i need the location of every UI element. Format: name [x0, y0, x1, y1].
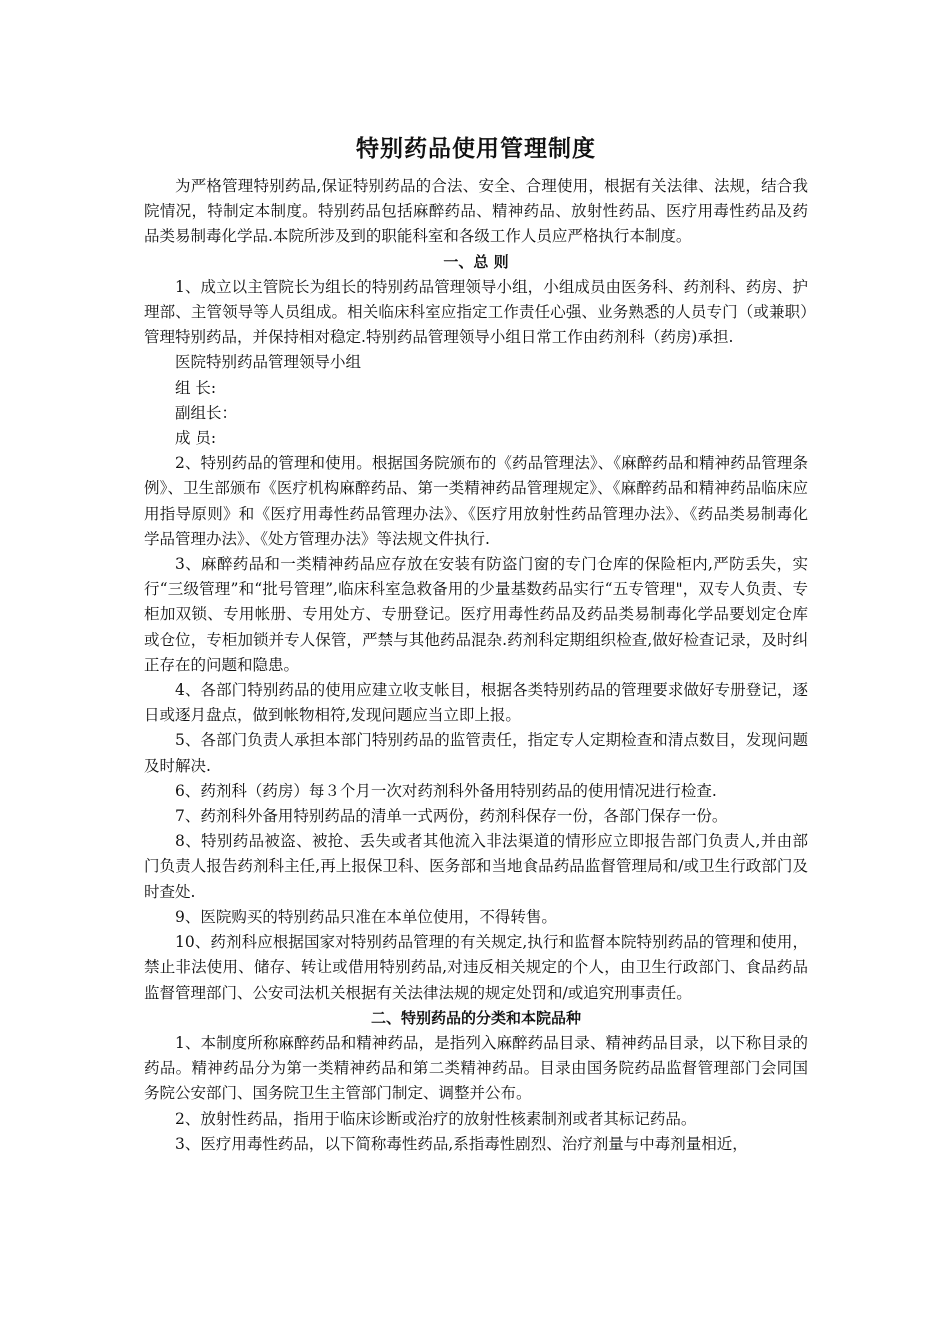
section1-paragraph-9: 9、医院购买的特别药品只准在本单位使用，不得转售。: [175, 907, 557, 926]
group-members: 成 员:: [175, 429, 217, 448]
section2-paragraph-2: 2、放射性药品，指用于临床诊断或治疗的放射性核素制剂或者其标记药品。: [175, 1109, 697, 1128]
group-title: 医院特别药品管理领导小组: [175, 353, 362, 372]
section1-paragraph-5: 5、各部门负责人承担本部门特别药品的监管责任，指定专人定期检查和清点数目，发现问题及时解决.: [144, 731, 808, 775]
section2-heading: 二、特别药品的分类和本院品种: [370, 1008, 581, 1027]
section1-paragraph-4: 4、各部门特别药品的使用应建立收支帐目，根据各类特别药品的管理要求做好专册登记，逐日或逐月盘点，做到帐物相符,发现问题应当立即上报。: [144, 681, 808, 725]
section1-paragraph-2: 2、特别药品的管理和使用。根据国务院颁布的《药品管理法》、《麻醉药品和精神药品管理条例》、卫生部颁布《医疗机构麻醉药品、第一类精神药品管理规定》、《麻醉药品和精神药品临床应用指导原则》和《医疗用毒性药品管理办法》、《医疗用放射性药品管理办法》、《药品类易制毒化学品管理办法》、《处方管理办法》等法规文件执行.: [144, 454, 808, 548]
document-title: 特别药品使用管理制度: [356, 136, 596, 162]
section1-paragraph-7: 7、药剂科外备用特别药品的清单一式两份，药剂科保存一份，各部门保存一份。: [175, 807, 728, 826]
document-body: [144, 126, 808, 1157]
section2-paragraph-3: 3、医疗用毒性药品，以下简称毒性药品,系指毒性剧烈、治疗剂量与中毒剂量相近，: [175, 1134, 748, 1153]
section1-paragraph-8: 8、特别药品被盗、被抢、丢失或者其他流入非法渠道的情形应立即报告部门负责人,并由部门负责人报告药剂科主任,再上报保卫科、医务部和当地食品药品监督管理局和/或卫生行政部门及时查处.: [144, 832, 808, 901]
section2-paragraph-1: 1、本制度所称麻醉药品和精神药品，是指列入麻醉药品目录、精神药品目录，以下称目录的药品。精神药品分为第一类精神药品和第二类精神药品。目录由国务院药品监督管理部门会同国务院公安部门、国务院卫生主管部门制定、调整并公布。: [144, 1033, 808, 1103]
section1-paragraph-3: 3、麻醉药品和一类精神药品应存放在安装有防盗门窗的专门仓库的保险柜内,严防丢失，实行“三级管理”和“批号管理”,临床科室急救备用的少量基数药品实行“五专管理"，双专人负责、专柜加双锁、专用帐册、专用处方、专册登记。医疗用毒性药品及药品类易制毒化学品要划定仓库或仓位，专柜加锁并专人保管，严禁与其他药品混杂.药剂科定期组织检查,做好检查记录，及时纠正存在的问题和隐患。: [144, 555, 808, 674]
section1-paragraph-1: 1、成立以主管院长为组长的特别药品管理领导小组，小组成员由医务科、药剂科、药房、护理部、主管领导等人员组成。相关临床科室应指定工作责任心强、业务熟悉的人员专门（或兼职）管理特别药品，并保持相对稳定.特别药品管理领导小组日常工作由药剂科（药房)承担.: [144, 277, 808, 347]
section1-heading: 一、总 则: [443, 252, 509, 271]
intro-paragraph: 为严格管理特别药品,保证特别药品的合法、安全、合理使用，根据有关法律、法规，结合我院情况，特制定本制度。特别药品包括麻醉药品、精神药品、放射性药品、医疗用毒性药品及药品类易制毒化学品.本院所涉及到的职能科室和各级工作人员应严格执行本制度。: [144, 177, 808, 246]
group-deputy: 副组长：: [175, 403, 238, 422]
group-leader: 组 长:: [175, 378, 217, 397]
section1-paragraph-6: 6、药剂科（药房）每３个月一次对药剂科外备用特别药品的使用情况进行检查.: [175, 781, 717, 800]
section1-paragraph-10: 10、药剂科应根据国家对特别药品管理的有关规定,执行和监督本院特别药品的管理和使用，禁止非法使用、储存、转让或借用特别药品,对违反相关规定的个人，由卫生行政部门、食品药品监督管理部门、公安司法机关根据有关法律法规的规定处罚和/或追究刑事责任。: [144, 933, 808, 1002]
